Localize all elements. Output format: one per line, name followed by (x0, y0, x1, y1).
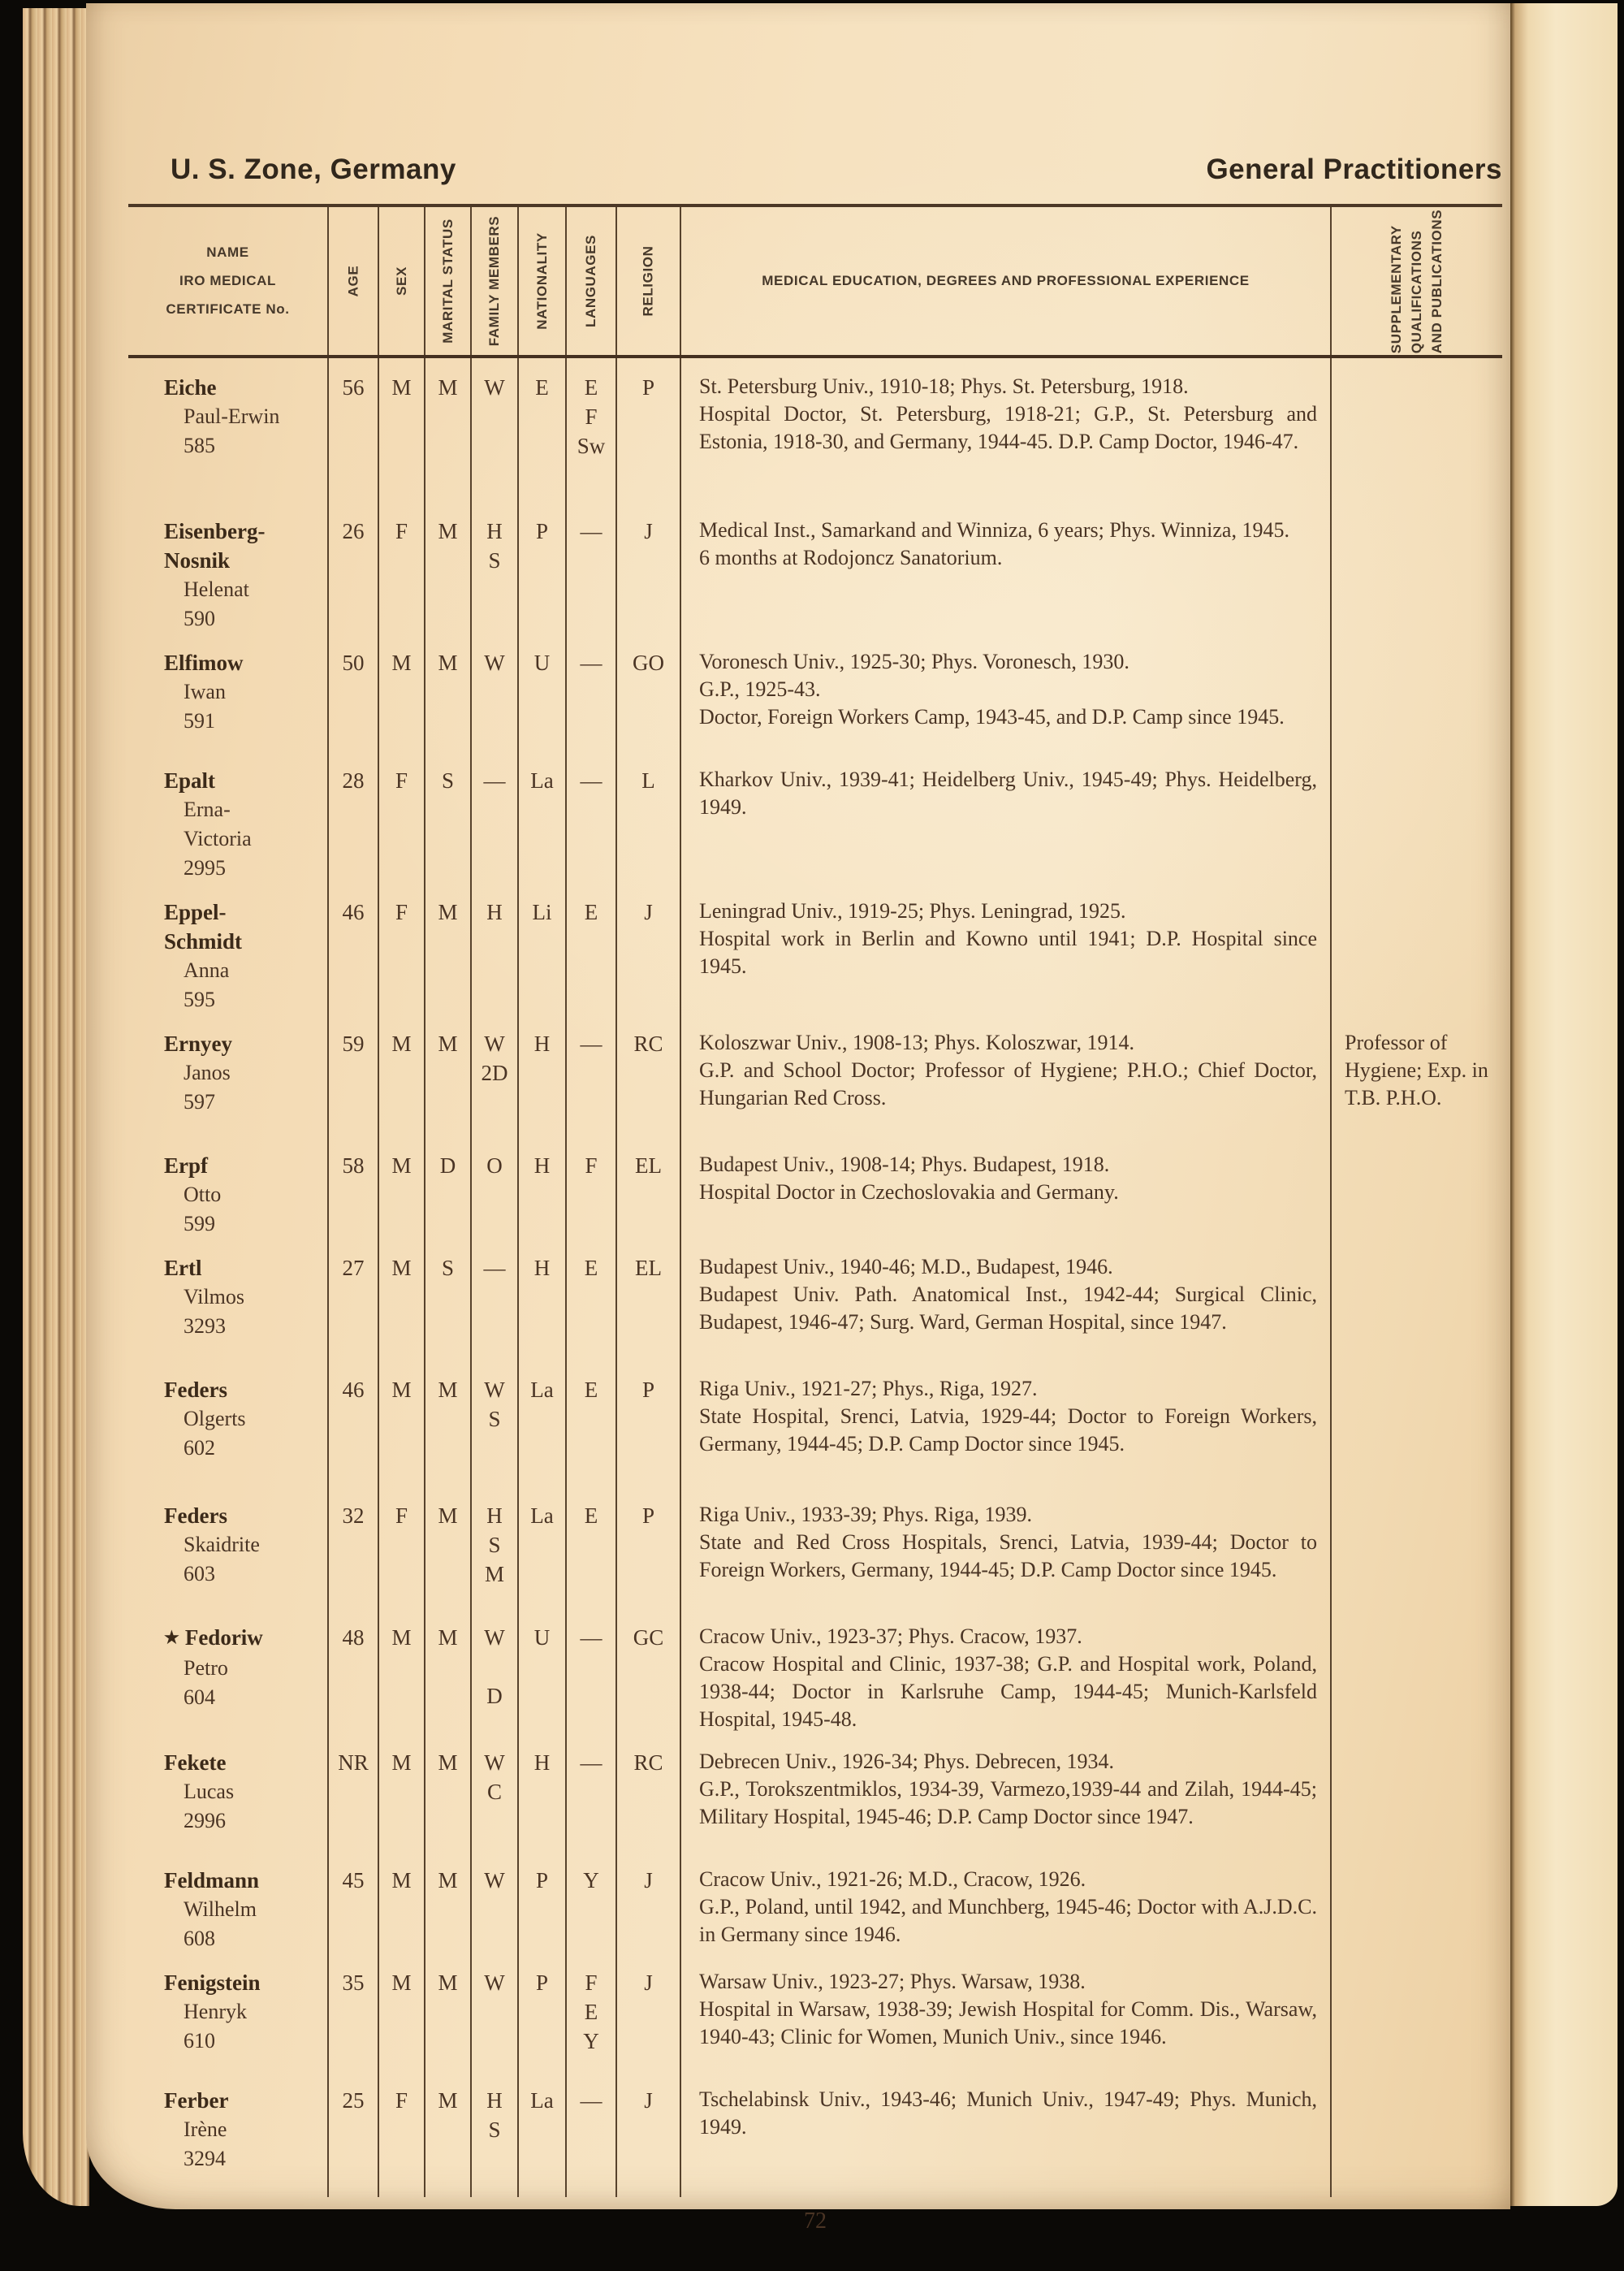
cell-name (128, 1608, 327, 1733)
cell-family-members: — (470, 1239, 517, 1360)
cell-sex: M (378, 1608, 424, 1733)
cell-supplementary (1330, 1239, 1502, 1360)
cell-sex: F (378, 502, 424, 634)
certificate-number: 610 (184, 2029, 215, 2053)
table-body (128, 358, 1502, 2197)
table-row (128, 1136, 1502, 1239)
cell-medical-education: Tschelabinsk Univ., 1943-46; Munich Univ., 1947-49; Phys. Munich, 1949. (680, 2071, 1330, 2197)
cell-religion: RC (615, 1014, 680, 1136)
cell-sex: M (378, 1136, 424, 1239)
cell-family-members: W D (470, 1608, 517, 1733)
page-number: 72 (804, 2208, 827, 2234)
cell-supplementary (1330, 2071, 1502, 2197)
next-page-edge (1507, 3, 1618, 2206)
practitioners-table (128, 204, 1502, 2197)
cell-religion: EL (615, 1136, 680, 1239)
cell-sex: M (378, 1014, 424, 1136)
certificate-number: 591 (184, 709, 215, 733)
cell-name (128, 1486, 327, 1608)
practitioner-given-name: Janos (184, 1061, 231, 1084)
certificate-number: 599 (184, 1212, 215, 1235)
cell-languages: — (565, 751, 615, 883)
cell-languages: Y (565, 1851, 615, 1953)
cell-marital-status: M (424, 1851, 470, 1953)
cell-family-members: W (470, 1953, 517, 2071)
cell-family-members: — (470, 751, 517, 883)
cell-nationality: H (517, 1733, 565, 1851)
practitioner-surname: Eppel- Schmidt (164, 900, 243, 954)
cell-languages: E (565, 1486, 615, 1608)
practitioner-given-name: Skaidrite (184, 1533, 260, 1556)
practitioner-surname: Feders (164, 1378, 227, 1402)
cell-religion: GC (615, 1608, 680, 1733)
column-header-medical-education: MEDICAL EDUCATION, DEGREES AND PROFESSIONAL EXPERIENCE (680, 207, 1330, 355)
cell-age: 27 (327, 1239, 378, 1360)
column-header-supplementary: SUPPLEMENTARY QUALIFICATIONS AND PUBLICATIONS (1330, 207, 1502, 355)
cell-languages: E (565, 883, 615, 1014)
cell-name (128, 883, 327, 1014)
practitioner-surname: Feders (164, 1503, 227, 1528)
star-marker-icon: ★ (164, 1628, 179, 1647)
book-page (86, 3, 1510, 2234)
cell-languages: E (565, 1360, 615, 1486)
cell-sex: F (378, 2071, 424, 2197)
cell-nationality: U (517, 1608, 565, 1733)
cell-family-members: W (470, 1851, 517, 1953)
cell-marital-status: D (424, 1136, 470, 1239)
cell-family-members: W (470, 634, 517, 751)
cell-age: 56 (327, 358, 378, 502)
certificate-number: 3294 (184, 2147, 226, 2170)
table-row (128, 1486, 1502, 1608)
cell-age: 46 (327, 883, 378, 1014)
cell-religion: J (615, 1953, 680, 2071)
certificate-number: 595 (184, 988, 215, 1011)
practitioner-given-name: Henryk (184, 2000, 247, 2023)
cell-supplementary (1330, 1136, 1502, 1239)
cell-nationality: H (517, 1239, 565, 1360)
cell-name (128, 1239, 327, 1360)
cell-languages: — (565, 1014, 615, 1136)
cell-sex: F (378, 1486, 424, 1608)
cell-age: 25 (327, 2071, 378, 2197)
cell-supplementary (1330, 634, 1502, 751)
cell-medical-education: Debrecen Univ., 1926-34; Phys. Debrecen, 1934. G.P., Torokszentmiklos, 1934-39, Varmezo,1939-44 and Zilah, 1944-45; Military Hospital, 1945-46; D.P. Camp Doctor since 1947. (680, 1733, 1330, 1851)
cell-name (128, 502, 327, 634)
table-row (128, 634, 1502, 751)
cell-medical-education: Riga Univ., 1933-39; Phys. Riga, 1939. State and Red Cross Hospitals, Srenci, Latvia, 1939-44; Doctor to Foreign Workers, Germany, 1944-45; D.P. Camp Doctor since 1945. (680, 1486, 1330, 1608)
column-header-nationality: NATIONALITY (517, 207, 565, 355)
practitioner-surname: Ertl (164, 1256, 202, 1280)
cell-medical-education: Warsaw Univ., 1923-27; Phys. Warsaw, 1938. Hospital in Warsaw, 1938-39; Jewish Hospital for Comm. Dis., Warsaw, 1940-43; Clinic for Women, Munich Univ., since 1946. (680, 1953, 1330, 2071)
cell-medical-education: St. Petersburg Univ., 1910-18; Phys. St. Petersburg, 1918. Hospital Doctor, St. Petersburg, 1918-21; G.P., St. Petersburg and Estonia, 1918-30, and Germany, 1944-45. D.P. Camp Doctor, 1946-47. (680, 358, 1330, 502)
practitioner-given-name: Otto (184, 1183, 222, 1206)
practitioner-given-name: Helenat (184, 577, 249, 601)
certificate-number: 590 (184, 607, 215, 630)
cell-languages: — (565, 502, 615, 634)
cell-languages: — (565, 1608, 615, 1733)
cell-family-members: H S (470, 502, 517, 634)
cell-marital-status: M (424, 358, 470, 502)
cell-name (128, 634, 327, 751)
cell-name (128, 1851, 327, 1953)
cell-medical-education: Kharkov Univ., 1939-41; Heidelberg Univ., 1945-49; Phys. Heidelberg, 1949. (680, 751, 1330, 883)
cell-name (128, 2071, 327, 2197)
cell-nationality: P (517, 502, 565, 634)
practitioner-given-name: Wilhelm (184, 1897, 257, 1921)
table-row (128, 1953, 1502, 2071)
practitioner-surname: Ernyey (164, 1032, 232, 1056)
cell-nationality: U (517, 634, 565, 751)
cell-age: 59 (327, 1014, 378, 1136)
cell-age: 35 (327, 1953, 378, 2071)
table-row (128, 1014, 1502, 1136)
cell-sex: F (378, 883, 424, 1014)
table-row (128, 1851, 1502, 1953)
name-header-line: CERTIFICATE No. (166, 301, 290, 317)
page-header (86, 3, 1502, 186)
cell-medical-education: Voronesch Univ., 1925-30; Phys. Voronesch, 1930. G.P., 1925-43. Doctor, Foreign Workers Camp, 1943-45, and D.P. Camp since 1945. (680, 634, 1330, 751)
cell-age: 50 (327, 634, 378, 751)
cell-sex: M (378, 1851, 424, 1953)
practitioner-given-name: Olgerts (184, 1407, 246, 1430)
practitioner-surname: Epalt (164, 768, 216, 793)
cell-age: 28 (327, 751, 378, 883)
cell-nationality: H (517, 1136, 565, 1239)
cell-age: 58 (327, 1136, 378, 1239)
cell-supplementary (1330, 1733, 1502, 1851)
cell-religion: L (615, 751, 680, 883)
cell-religion: GO (615, 634, 680, 751)
cell-name (128, 1953, 327, 2071)
cell-supplementary (1330, 1360, 1502, 1486)
certificate-number: 602 (184, 1436, 215, 1460)
cell-languages: — (565, 2071, 615, 2197)
cell-nationality: La (517, 1486, 565, 1608)
certificate-number: 597 (184, 1090, 215, 1114)
practitioner-given-name: Irène (184, 2117, 227, 2141)
page-title-region: U. S. Zone, Germany (171, 154, 456, 185)
cell-medical-education: Medical Inst., Samarkand and Winniza, 6 years; Phys. Winniza, 1945. 6 months at Rodojoncz Sanatorium. (680, 502, 1330, 634)
cell-supplementary (1330, 751, 1502, 883)
cell-medical-education: Budapest Univ., 1908-14; Phys. Budapest, 1918. Hospital Doctor in Czechoslovakia and Germany. (680, 1136, 1330, 1239)
cell-family-members: H S M (470, 1486, 517, 1608)
practitioner-surname: Feldmann (164, 1868, 260, 1892)
cell-supplementary (1330, 1953, 1502, 2071)
cell-name (128, 751, 327, 883)
cell-family-members: W 2D (470, 1014, 517, 1136)
name-header-line: IRO MEDICAL (179, 273, 276, 288)
table-row (128, 1239, 1502, 1360)
cell-marital-status: M (424, 1608, 470, 1733)
cell-medical-education: Cracow Univ., 1923-37; Phys. Cracow, 1937. Cracow Hospital and Clinic, 1937-38; G.P. and Hospital work, Poland, 1938-44; Doctor in Karlsruhe Camp, 1944-45; Munich-Karlsfeld Hospital, 1945-48. (680, 1608, 1330, 1733)
cell-nationality: H (517, 1014, 565, 1136)
cell-religion: P (615, 358, 680, 502)
table-row (128, 751, 1502, 883)
cell-nationality: P (517, 1851, 565, 1953)
cell-marital-status: S (424, 751, 470, 883)
table-row (128, 1733, 1502, 1851)
cell-marital-status: S (424, 1239, 470, 1360)
table-row (128, 1608, 1502, 1733)
column-header-languages: LANGUAGES (565, 207, 615, 355)
table-row (128, 1360, 1502, 1486)
cell-family-members: H (470, 883, 517, 1014)
cell-marital-status: M (424, 2071, 470, 2197)
table-row (128, 883, 1502, 1014)
cell-family-members: W C (470, 1733, 517, 1851)
cell-marital-status: M (424, 1953, 470, 2071)
cell-languages: F E Y (565, 1953, 615, 2071)
cell-age: 32 (327, 1486, 378, 1608)
column-header-marital-status: MARITAL STATUS (424, 207, 470, 355)
cell-sex: F (378, 751, 424, 883)
column-header-family-members: FAMILY MEMBERS (470, 207, 517, 355)
certificate-number: 2995 (184, 856, 226, 880)
practitioner-given-name: Vilmos (184, 1285, 245, 1309)
practitioner-given-name: Erna- Victoria (184, 798, 252, 850)
certificate-number: 3293 (184, 1314, 226, 1338)
cell-religion: J (615, 883, 680, 1014)
cell-marital-status: M (424, 883, 470, 1014)
page-title-section: General Practitioners (1206, 154, 1502, 185)
column-header-name (128, 207, 327, 355)
practitioner-given-name: Lucas (184, 1780, 235, 1803)
cell-medical-education: Budapest Univ., 1940-46; M.D., Budapest, 1946. Budapest Univ. Path. Anatomical Inst., 1942-44; Surgical Clinic, Budapest, 1946-47; Surg. Ward, German Hospital, since 1947. (680, 1239, 1330, 1360)
cell-family-members: W S (470, 1360, 517, 1486)
cell-supplementary (1330, 1486, 1502, 1608)
practitioner-given-name: Petro (184, 1656, 228, 1680)
cell-languages: F (565, 1136, 615, 1239)
cell-medical-education: Koloszwar Univ., 1908-13; Phys. Koloszwar, 1914. G.P. and School Doctor; Professor of Hygiene; P.H.O.; Chief Doctor, Hungarian Red Cross. (680, 1014, 1330, 1136)
book-page-stack-edge (23, 8, 89, 2206)
cell-supplementary (1330, 1608, 1502, 1733)
table-row (128, 2071, 1502, 2197)
cell-marital-status: M (424, 1014, 470, 1136)
cell-sex: M (378, 1360, 424, 1486)
cell-medical-education: Leningrad Univ., 1919-25; Phys. Leningrad, 1925. Hospital work in Berlin and Kowno until 1941; D.P. Hospital since 1945. (680, 883, 1330, 1014)
cell-supplementary (1330, 1851, 1502, 1953)
cell-medical-education: Cracow Univ., 1921-26; M.D., Cracow, 1926. G.P., Poland, until 1942, and Munchberg, 1945-46; Doctor with A.J.D.C. in Germany since 1946. (680, 1851, 1330, 1953)
cell-name (128, 1733, 327, 1851)
cell-age: 46 (327, 1360, 378, 1486)
cell-supplementary (1330, 883, 1502, 1014)
practitioner-surname: Fekete (164, 1750, 227, 1775)
cell-name (128, 358, 327, 502)
cell-religion: J (615, 1851, 680, 1953)
cell-languages: — (565, 1733, 615, 1851)
practitioner-given-name: Iwan (184, 680, 226, 703)
cell-age: NR (327, 1733, 378, 1851)
cell-religion: RC (615, 1733, 680, 1851)
cell-name (128, 1136, 327, 1239)
cell-nationality: P (517, 1953, 565, 2071)
column-header-sex: SEX (378, 207, 424, 355)
cell-nationality: Li (517, 883, 565, 1014)
practitioner-surname: Erpf (164, 1153, 208, 1178)
cell-religion: P (615, 1486, 680, 1608)
cell-sex: M (378, 634, 424, 751)
cell-marital-status: M (424, 1360, 470, 1486)
cell-name (128, 1360, 327, 1486)
cell-sex: M (378, 1733, 424, 1851)
practitioner-given-name: Anna (184, 958, 230, 982)
cell-supplementary: Professor of Hygiene; Exp. in T.B. P.H.O. (1330, 1014, 1502, 1136)
practitioner-given-name: Paul-Erwin (184, 404, 280, 428)
name-header-line: NAME (206, 244, 249, 260)
practitioner-surname: Eiche (164, 375, 217, 400)
table-row (128, 358, 1502, 502)
cell-religion: P (615, 1360, 680, 1486)
cell-languages: E F Sw (565, 358, 615, 502)
cell-family-members: O (470, 1136, 517, 1239)
cell-age: 26 (327, 502, 378, 634)
cell-sex: M (378, 358, 424, 502)
cell-nationality: La (517, 2071, 565, 2197)
cell-marital-status: M (424, 502, 470, 634)
cell-family-members: W (470, 358, 517, 502)
practitioner-surname: Fenigstein (164, 1970, 261, 1995)
cell-marital-status: M (424, 1733, 470, 1851)
cell-age: 45 (327, 1851, 378, 1953)
cell-religion: J (615, 502, 680, 634)
certificate-number: 603 (184, 1562, 215, 1585)
cell-marital-status: M (424, 634, 470, 751)
cell-age: 48 (327, 1608, 378, 1733)
certificate-number: 585 (184, 434, 215, 457)
cell-nationality: La (517, 751, 565, 883)
column-header-religion: RELIGION (615, 207, 680, 355)
column-header-age: AGE (327, 207, 378, 355)
cell-religion: J (615, 2071, 680, 2197)
cell-nationality: E (517, 358, 565, 502)
cell-supplementary (1330, 358, 1502, 502)
cell-name (128, 1014, 327, 1136)
practitioner-surname: ★ Fedoriw (164, 1625, 263, 1650)
cell-sex: M (378, 1239, 424, 1360)
certificate-number: 608 (184, 1927, 215, 1950)
certificate-number: 604 (184, 1685, 215, 1709)
cell-sex: M (378, 1953, 424, 2071)
table-row (128, 502, 1502, 634)
practitioner-surname: Elfimow (164, 651, 244, 675)
cell-medical-education: Riga Univ., 1921-27; Phys., Riga, 1927. State Hospital, Srenci, Latvia, 1929-44; Doctor to Foreign Workers, Germany, 1944-45; D.P. Camp Doctor since 1945. (680, 1360, 1330, 1486)
cell-family-members: H S (470, 2071, 517, 2197)
cell-nationality: La (517, 1360, 565, 1486)
table-header-row (128, 204, 1502, 358)
cell-religion: EL (615, 1239, 680, 1360)
certificate-number: 2996 (184, 1809, 226, 1832)
cell-languages: E (565, 1239, 615, 1360)
cell-languages: — (565, 634, 615, 751)
cell-supplementary (1330, 502, 1502, 634)
cell-marital-status: M (424, 1486, 470, 1608)
practitioner-surname: Ferber (164, 2088, 229, 2113)
practitioner-surname: Eisenberg- Nosnik (164, 519, 266, 573)
